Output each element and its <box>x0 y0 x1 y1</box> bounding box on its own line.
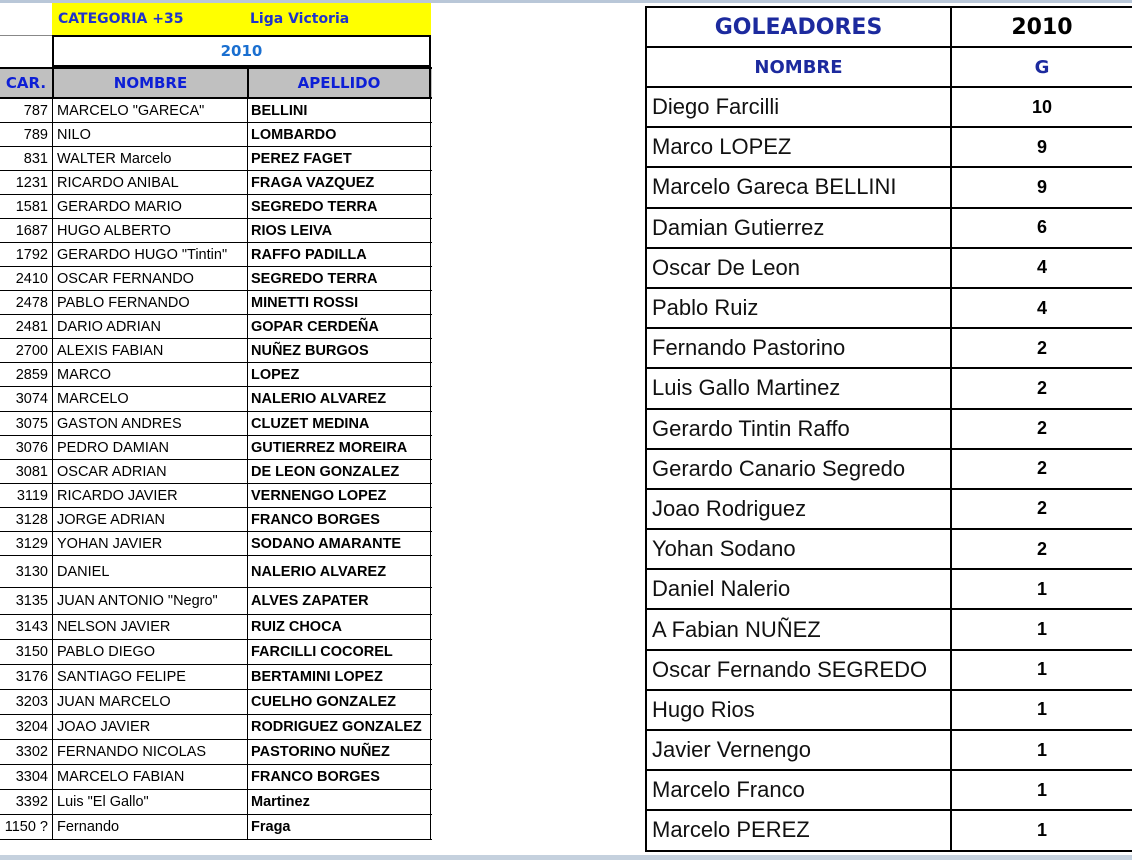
roster-row <box>0 508 432 532</box>
roster-cell-nombre: DARIO ADRIAN <box>52 315 247 338</box>
scorer-name: Luis Gallo Martinez <box>647 369 952 407</box>
roster-title-banner <box>52 3 431 35</box>
scorer-goals: 1 <box>1036 819 1047 840</box>
roster-row <box>0 243 432 267</box>
roster-cell-nombre: PABLO DIEGO <box>52 640 247 664</box>
roster-cell-car: 2481 <box>15 318 48 335</box>
roster-cell-apellido: CLUZET MEDINA <box>247 412 431 435</box>
roster-row <box>0 291 432 315</box>
roster-cell-apellido: SEGREDO TERRA <box>247 195 431 218</box>
scorer-name: Hugo Rios <box>647 691 952 729</box>
scorers-row <box>647 811 1132 851</box>
scorer-name: Marcelo PEREZ <box>647 811 952 849</box>
scorers-row <box>647 128 1132 168</box>
scorers-row <box>647 168 1132 208</box>
scorers-row <box>647 570 1132 610</box>
scorers-row <box>647 691 1132 731</box>
roster-row <box>0 615 432 640</box>
roster-cell-car: 2859 <box>15 366 48 383</box>
roster-cell-nombre: JUAN ANTONIO "Negro" <box>52 588 247 614</box>
scorer-name: Diego Farcilli <box>647 88 952 126</box>
roster-row <box>0 339 432 363</box>
roster-cell-nombre: HUGO ALBERTO <box>52 219 247 242</box>
scorer-name: Daniel Nalerio <box>647 570 952 608</box>
scorer-goals: 9 <box>1036 136 1047 157</box>
roster-cell-apellido: PASTORINO NUÑEZ <box>247 740 431 764</box>
scorer-goals: 1 <box>1036 779 1047 800</box>
scorer-name: Pablo Ruiz <box>647 289 952 327</box>
roster-header-apellido: APELLIDO <box>247 69 431 97</box>
roster-row <box>0 219 432 243</box>
roster-cell-apellido: DE LEON GONZALEZ <box>247 460 431 483</box>
roster-cell-nombre: GASTON ANDRES <box>52 412 247 435</box>
scorer-goals: 2 <box>1036 337 1047 358</box>
roster-cell-apellido: RIOS LEIVA <box>247 219 431 242</box>
roster-cell-nombre: WALTER Marcelo <box>52 147 247 170</box>
roster-cell-apellido: SODANO AMARANTE <box>247 532 431 555</box>
roster-category: CATEGORIA +35 <box>58 11 184 27</box>
roster-row <box>0 484 432 508</box>
roster-cell-nombre: JUAN MARCELO <box>52 690 247 714</box>
roster-row <box>0 267 432 291</box>
roster-row <box>0 363 432 387</box>
roster-cell-apellido: SEGREDO TERRA <box>247 267 431 290</box>
scorer-goals: 9 <box>1036 176 1047 197</box>
scorers-title: GOLEADORES <box>647 8 952 46</box>
roster-header-nombre: NOMBRE <box>52 69 247 97</box>
roster-cell-apellido: NUÑEZ BURGOS <box>247 339 431 362</box>
scorer-goals: 10 <box>1031 96 1053 117</box>
roster-cell-nombre: OSCAR FERNANDO <box>52 267 247 290</box>
roster-cell-car: 3304 <box>15 769 48 785</box>
roster-cell-car: 3204 <box>15 719 48 735</box>
scorer-goals: 6 <box>1036 217 1047 238</box>
scorers-header-g: G <box>1034 56 1050 78</box>
roster-cell-apellido: LOPEZ <box>247 363 431 386</box>
roster-cell-apellido: BELLINI <box>247 99 431 122</box>
scorer-name: Fernando Pastorino <box>647 329 952 367</box>
roster-body <box>0 99 432 840</box>
roster-cell-car: 3392 <box>15 794 48 810</box>
roster-cell-car: 1231 <box>15 174 48 191</box>
roster-cell-car: 1792 <box>15 246 48 263</box>
scorers-row <box>647 209 1132 249</box>
roster-row <box>0 690 432 715</box>
roster-cell-apellido: CUELHO GONZALEZ <box>247 690 431 714</box>
roster-title-blank <box>0 3 52 35</box>
roster-cell-car: 3074 <box>15 391 48 407</box>
roster-cell-nombre: DANIEL <box>52 556 247 587</box>
roster-row <box>0 99 432 123</box>
roster-row <box>0 715 432 740</box>
window-bottom-border <box>0 855 1132 860</box>
roster-cell-nombre: GERARDO MARIO <box>52 195 247 218</box>
roster-cell-nombre: Luis "El Gallo" <box>52 790 247 814</box>
roster-cell-apellido: FRANCO BORGES <box>247 765 431 789</box>
roster-cell-car: 3130 <box>15 563 48 580</box>
scorers-row <box>647 249 1132 289</box>
scorers-row <box>647 88 1132 128</box>
roster-cell-car: 789 <box>23 126 48 143</box>
scorer-name: Yohan Sodano <box>647 530 952 568</box>
scorers-row <box>647 410 1132 450</box>
roster-cell-car: 3150 <box>15 644 48 660</box>
scorer-name: Damian Gutierrez <box>647 209 952 247</box>
scorer-goals: 1 <box>1036 578 1047 599</box>
roster-row <box>0 556 432 588</box>
roster-cell-nombre: JOAO JAVIER <box>52 715 247 739</box>
roster-cell-nombre: FERNANDO NICOLAS <box>52 740 247 764</box>
roster-cell-nombre: MARCELO "GARECA" <box>52 99 247 122</box>
roster-row <box>0 123 432 147</box>
roster-cell-car: 1581 <box>15 198 48 215</box>
scorers-header-row <box>647 48 1132 88</box>
roster-cell-nombre: ALEXIS FABIAN <box>52 339 247 362</box>
roster-year-row <box>0 35 432 67</box>
roster-cell-apellido: NALERIO ALVAREZ <box>247 387 431 411</box>
roster-row <box>0 588 432 615</box>
roster-cell-apellido: LOMBARDO <box>247 123 431 146</box>
scorer-goals: 1 <box>1036 699 1047 720</box>
roster-cell-apellido: BERTAMINI LOPEZ <box>247 665 431 689</box>
roster-header-row <box>0 67 432 99</box>
roster-table <box>0 3 432 840</box>
roster-cell-car: 2700 <box>15 342 48 359</box>
roster-cell-apellido: RAFFO PADILLA <box>247 243 431 266</box>
roster-cell-car: 3128 <box>15 511 48 528</box>
roster-cell-apellido: MINETTI ROSSI <box>247 291 431 314</box>
scorer-name: Oscar Fernando SEGREDO <box>647 651 952 689</box>
roster-row <box>0 436 432 460</box>
scorers-row <box>647 490 1132 530</box>
scorer-goals: 2 <box>1036 418 1047 439</box>
roster-header-car: CAR. <box>5 74 47 92</box>
roster-cell-nombre: PEDRO DAMIAN <box>52 436 247 459</box>
roster-cell-nombre: RICARDO JAVIER <box>52 484 247 507</box>
scorer-name: Marco LOPEZ <box>647 128 952 166</box>
roster-cell-apellido: ALVES ZAPATER <box>247 588 431 614</box>
scorers-row <box>647 369 1132 409</box>
scorers-row <box>647 771 1132 811</box>
roster-cell-apellido: NALERIO ALVAREZ <box>247 556 431 587</box>
scorer-name: A Fabian NUÑEZ <box>647 610 952 648</box>
roster-cell-apellido: RODRIGUEZ GONZALEZ <box>247 715 431 739</box>
roster-cell-nombre: RICARDO ANIBAL <box>52 171 247 194</box>
scorer-name: Joao Rodriguez <box>647 490 952 528</box>
scorer-goals: 2 <box>1036 458 1047 479</box>
roster-row <box>0 740 432 765</box>
roster-row <box>0 532 432 556</box>
roster-cell-car: 3081 <box>15 463 48 480</box>
roster-cell-apellido: PEREZ FAGET <box>247 147 431 170</box>
roster-cell-car: 2478 <box>15 294 48 311</box>
scorers-row <box>647 610 1132 650</box>
roster-cell-car: 1687 <box>15 222 48 239</box>
scorer-name: Gerardo Canario Segredo <box>647 450 952 488</box>
roster-cell-apellido: GOPAR CERDEÑA <box>247 315 431 338</box>
scorers-row <box>647 329 1132 369</box>
roster-row <box>0 460 432 484</box>
scorer-goals: 1 <box>1036 659 1047 680</box>
scorer-name: Oscar De Leon <box>647 249 952 287</box>
scorers-row <box>647 731 1132 771</box>
scorer-goals: 2 <box>1036 498 1047 519</box>
roster-cell-car: 3076 <box>15 439 48 456</box>
roster-cell-nombre: MARCO <box>52 363 247 386</box>
roster-cell-apellido: Martinez <box>247 790 431 814</box>
scorer-name: Gerardo Tintin Raffo <box>647 410 952 448</box>
scorers-body <box>647 88 1132 852</box>
roster-cell-car: 3302 <box>15 744 48 760</box>
roster-cell-nombre: MARCELO <box>52 387 247 411</box>
roster-cell-car: 3143 <box>15 619 48 635</box>
scorer-goals: 1 <box>1036 619 1047 640</box>
roster-cell-car: 3176 <box>15 669 48 685</box>
roster-row <box>0 765 432 790</box>
roster-cell-nombre: GERARDO HUGO "Tintin" <box>52 243 247 266</box>
roster-cell-apellido: FRAGA VAZQUEZ <box>247 171 431 194</box>
scorers-title-row <box>647 6 1132 48</box>
roster-cell-nombre: Fernando <box>52 815 247 839</box>
scorers-row <box>647 289 1132 329</box>
roster-year-blank <box>0 35 52 67</box>
roster-cell-nombre: OSCAR ADRIAN <box>52 460 247 483</box>
roster-cell-nombre: NILO <box>52 123 247 146</box>
scorers-row <box>647 530 1132 570</box>
scorer-goals: 4 <box>1036 297 1047 318</box>
scorer-goals: 1 <box>1036 739 1047 760</box>
roster-cell-apellido: FARCILLI COCOREL <box>247 640 431 664</box>
roster-cell-nombre: SANTIAGO FELIPE <box>52 665 247 689</box>
roster-row <box>0 790 432 815</box>
scorer-name: Javier Vernengo <box>647 731 952 769</box>
roster-row <box>0 171 432 195</box>
roster-cell-apellido: GUTIERREZ MOREIRA <box>247 436 431 459</box>
roster-cell-car: 3203 <box>15 694 48 710</box>
roster-cell-apellido: FRANCO BORGES <box>247 508 431 531</box>
roster-cell-apellido: VERNENGO LOPEZ <box>247 484 431 507</box>
roster-cell-car: 3135 <box>15 593 48 609</box>
scorer-name: Marcelo Franco <box>647 771 952 809</box>
scorer-goals: 4 <box>1036 257 1047 278</box>
scorers-year: 2010 <box>1011 14 1073 40</box>
roster-cell-nombre: YOHAN JAVIER <box>52 532 247 555</box>
roster-cell-apellido: Fraga <box>247 815 431 839</box>
roster-league: Liga Victoria <box>250 11 350 27</box>
roster-cell-car: 3129 <box>15 535 48 552</box>
roster-cell-nombre: PABLO FERNANDO <box>52 291 247 314</box>
roster-cell-apellido: RUIZ CHOCA <box>247 615 431 639</box>
roster-cell-nombre: NELSON JAVIER <box>52 615 247 639</box>
scorer-goals: 2 <box>1036 377 1047 398</box>
roster-row <box>0 640 432 665</box>
scorer-goals: 2 <box>1036 538 1047 559</box>
roster-row <box>0 412 432 436</box>
scorers-row <box>647 651 1132 691</box>
roster-row <box>0 665 432 690</box>
roster-year: 2010 <box>52 35 431 67</box>
roster-row <box>0 195 432 219</box>
roster-cell-car: 831 <box>23 150 48 167</box>
roster-title-row <box>0 3 432 35</box>
scorers-table <box>645 6 1132 852</box>
roster-cell-nombre: MARCELO FABIAN <box>52 765 247 789</box>
roster-cell-car: 787 <box>23 102 48 119</box>
roster-row <box>0 147 432 171</box>
roster-cell-car: 1150 ? <box>4 819 48 835</box>
scorers-header-nombre: NOMBRE <box>647 48 952 86</box>
scorers-row <box>647 450 1132 490</box>
roster-row <box>0 315 432 339</box>
scorer-name: Marcelo Gareca BELLINI <box>647 168 952 206</box>
roster-cell-car: 3075 <box>15 415 48 432</box>
roster-cell-car: 2410 <box>15 270 48 287</box>
roster-cell-nombre: JORGE ADRIAN <box>52 508 247 531</box>
roster-row <box>0 815 432 840</box>
roster-cell-car: 3119 <box>16 487 48 504</box>
roster-row <box>0 387 432 412</box>
